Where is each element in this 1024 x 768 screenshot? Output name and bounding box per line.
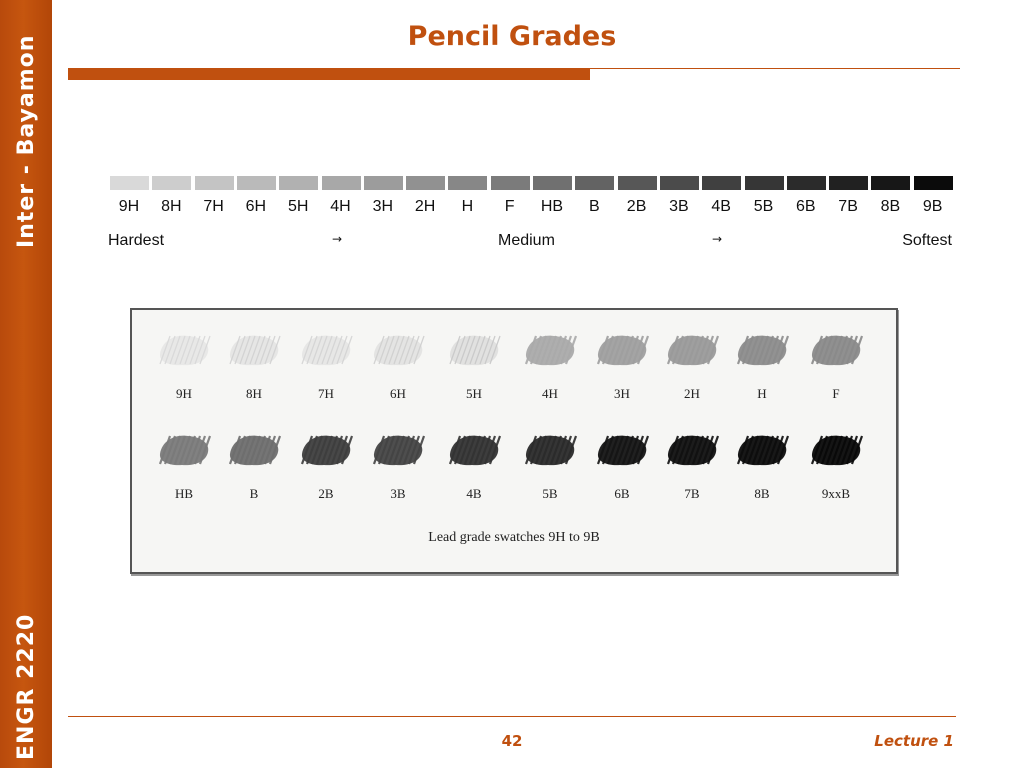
grade-bar [491,176,530,190]
lead-swatch [224,428,284,472]
swatch-label: 7H [318,386,334,401]
grade-label: HB [540,198,564,215]
sidebar-band [0,0,52,768]
swatch-label: 4H [542,386,558,401]
grade-scale [108,176,956,268]
lead-swatch [154,428,214,472]
grade-label: H [461,198,474,215]
grade-label: 7B [838,198,858,215]
hardest-label: Hardest [108,232,165,249]
grade-bar [152,176,191,190]
swatch-label: 2B [318,486,334,501]
arrow-right: → [712,232,723,246]
grade-bars [110,176,956,190]
grade-label: 3H [372,198,394,215]
grade-label: 2B [626,198,647,215]
lead-swatch [592,328,652,372]
page-number: 42 [501,732,523,750]
swatch-label: 8B [754,486,770,501]
swatch-label: 3H [614,386,630,401]
grade-bar [575,176,614,190]
title-rule-accent [68,68,590,80]
medium-label: Medium [498,232,555,249]
swatch-label: 5B [542,486,558,501]
swatch-label: F [832,386,840,401]
grade-bar [322,176,361,190]
sidebar-bottom-text: ENGR 2220 [14,613,39,760]
swatch-label: H [757,386,767,401]
grade-bar [195,176,234,190]
grade-bar [787,176,826,190]
grade-label: 8H [161,198,182,215]
grade-label: 4B [711,198,731,215]
grade-label: F [504,198,515,215]
swatch-label: 6H [390,386,406,401]
swatch-label: 4B [466,486,482,501]
grade-bar [406,176,445,190]
grade-bar [448,176,487,190]
grade-label: 8B [880,198,901,215]
swatch-label: 3B [390,486,406,501]
lead-swatch [368,428,428,472]
grade-label: B [588,198,600,215]
grade-bar [110,176,149,190]
grade-label: 6H [245,198,267,215]
lead-swatch [296,428,356,472]
grade-bar [618,176,657,190]
grade-label: 5B [753,198,774,215]
grade-label: 4H [330,198,351,215]
lecture-label: Lecture 1 [874,732,954,750]
swatch-label: B [249,486,259,501]
grade-bar [871,176,910,190]
swatch-label: 7B [684,486,700,501]
softest-label: Softest [902,232,952,249]
swatch-label: 2H [684,386,700,401]
grade-bar [533,176,572,190]
grade-label: 9H [118,198,140,215]
grade-label: 3B [669,198,689,215]
lead-swatch [592,428,652,472]
swatch-label: 9xxB [821,486,851,501]
grade-bar [364,176,403,190]
lead-swatch [806,428,866,472]
lead-swatch-figure [130,308,898,574]
grade-label: 9B [922,198,943,215]
arrow-left: → [332,232,343,246]
lead-swatch [732,328,792,372]
sidebar-top-text: Inter - Bayamon [14,34,39,248]
swatch-label: 9H [176,386,192,401]
grade-label: 5H [287,198,309,215]
grade-bar [745,176,784,190]
swatch-label: 6B [614,486,630,501]
grade-bar [279,176,318,190]
lead-swatch [224,328,284,372]
lead-swatch [732,428,792,472]
lead-swatch [154,328,214,372]
slide-title: Pencil Grades [407,21,617,52]
lead-swatch [520,428,580,472]
grade-label: 7H [203,198,224,215]
lead-swatch [662,328,722,372]
lead-swatch [444,328,504,372]
grade-bar [237,176,276,190]
swatch-caption: Lead grade swatches 9H to 9B [428,530,600,545]
lead-swatch [444,428,504,472]
lead-swatch [368,328,428,372]
swatch-label: 5H [466,386,482,401]
swatch-label: HB [174,486,194,501]
lead-swatch [296,328,356,372]
lead-swatch [662,428,722,472]
footer-rule [68,716,956,717]
swatch-label: 8H [246,386,262,401]
lead-swatch [806,328,866,372]
grade-label: 2H [414,198,436,215]
grade-bar [829,176,868,190]
grade-label: 6B [796,198,816,215]
lead-swatch [520,328,580,372]
grade-bar [702,176,741,190]
grade-bar [660,176,699,190]
grade-bar [914,176,953,190]
